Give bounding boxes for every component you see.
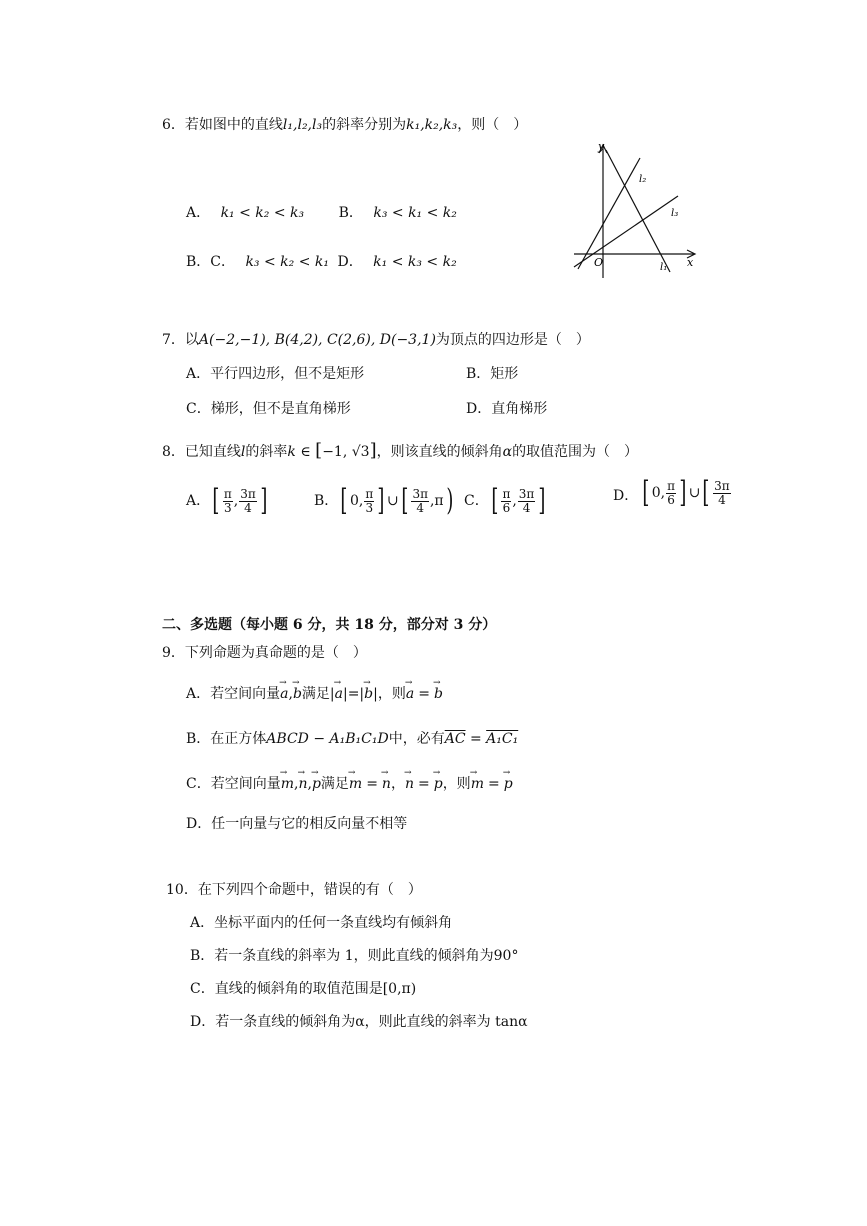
q9-c-pre: C．若空间向量 [186,776,281,792]
q8-in: ∈ [295,444,316,460]
frac-num: π [667,478,675,493]
line-l2 [578,158,640,269]
vector-n: → n [298,774,307,794]
equals: = [417,776,430,792]
q8-stem-mid2: ，则该直线的倾斜角 [376,444,503,460]
q8-option-a: A．[ $\frac{\pi}{3}$ , $\frac{3\pi}{4}$ ] [186,483,268,518]
q8-l: l [240,444,246,460]
frac-num: 3π [714,478,730,493]
vector-p: → p [312,774,321,794]
q7-stem-end: 为顶点的四边形是（ ） [435,332,590,348]
equals: = [418,686,430,702]
q8-option-c-label: C． [464,493,489,509]
q7-option-c: C．梯形，但不是直角梯形 [186,401,351,417]
comma: , [512,493,517,509]
q10-option-a: A．坐标平面内的任何一条直线均有倾斜角 [190,915,453,931]
frac-num: π [502,486,511,501]
frac-den: 3 [223,500,232,515]
q6-option-c: k₃ < k₂ < k₁ [245,254,330,270]
q8-alpha: α [502,444,513,460]
vector-a: → a [335,684,343,704]
union: ∪ [688,485,701,501]
q9-a-mid3: |，则 [373,686,406,702]
vector-m: → m [471,774,484,794]
q8-stem-text: 8．已知直线 [162,444,241,460]
q9-c-then: ，则 [442,776,471,792]
vector-a: → a [406,684,414,704]
q9-b-mid: 中，必有 [388,731,445,747]
frac-den: 4 [718,492,726,507]
q8-stem-mid1: 的斜率 [245,444,288,460]
q8-option-d: [ 0, $\frac{\pi}{6}$ ] ∪[ $\frac{3\pi}{4}$ [642,475,730,510]
q8-stem: 8．已知直线l的斜率k ∈ [−1, √3]，则该直线的倾斜角α的取值范围为（ ） [162,440,639,461]
x-axis-label: x [687,256,694,269]
q10-c-range: [0,π) [382,981,417,997]
vector-b: → b [434,684,443,704]
q6-options-row2 [186,252,457,272]
q6-option-a-label: A． [186,205,211,221]
q6-lines: l₁,l₂,l₃ [282,117,323,133]
l2-label: l₂ [639,174,647,185]
q6-stem-text: 6．若如图中的直线 [162,117,283,133]
q6-option-b-label: B． [338,205,363,221]
q10-stem: 10．在下列四个命题中，错误的有（ ） [166,882,422,898]
q7-option-d: D．直角梯形 [466,401,548,417]
frac-num: π [365,486,374,501]
q9-b-pre: B．在正方体 [186,731,267,747]
q7-stem [162,330,590,350]
q8-option-d-label: D． [613,488,639,504]
q10-option-d: D．若一条直线的倾斜角为α，则此直线的斜率为 tanα [190,1014,528,1030]
frac-den: 3 [365,500,374,515]
q8-option-b: B．[ 0, $\frac{\pi}{3}$ ] ∪[ $\frac{3\pi}{4}$ ,π) [314,483,453,518]
q9-option-b [186,729,518,749]
frac-den: 4 [244,500,252,515]
q9-c-mid: 满足 [320,776,349,792]
section-2-heading: 二、多选题（每小题 6 分，共 18 分，部分对 3 分） [162,617,497,633]
frac-den: 6 [667,492,675,507]
q6-option-c-label: B．C． [186,254,235,270]
frac-den: 6 [502,500,511,515]
vector-a1c1: A₁C₁ [486,731,519,747]
q7-option-b: B．矩形 [466,366,519,382]
q7-points: A(−2,−1), B(4,2), C(2,6), D(−3,1) [198,332,436,348]
vector-p: → p [504,774,513,794]
vector-m: → m [349,774,362,794]
q9-a-mid2: |=| [342,686,365,702]
q6-graph [568,138,700,280]
q6-option-a: k₁ < k₂ < k₃ [220,205,305,221]
q8-k: k [287,444,296,460]
vector-n: → n [405,774,414,794]
vector-p: → p [434,774,443,794]
comma-pi: ,π [429,493,444,509]
zero: 0, [651,485,666,501]
q6-slopes: k₁,k₂,k₃ [406,117,458,133]
q9-stem: 9．下列命题为真命题的是（ ） [162,645,367,661]
q6-option-d: k₁ < k₃ < k₂ [373,254,457,270]
equals: = [465,731,487,747]
q8-option-c: C．[ $\frac{\pi}{6}$ , $\frac{3\pi}{4}$ ] [464,483,546,518]
l3-label: l₃ [671,208,679,219]
q9-b-cube: ABCD − A₁B₁C₁D [266,731,389,747]
equals: = [366,776,378,792]
frac-num: 3π [240,486,256,501]
q8-option-b-label: B． [314,493,339,509]
frac-num: 3π [412,486,428,501]
vector-b: → b [364,684,373,704]
frac-num: 3π [518,486,535,501]
q9-option-c: C．若空间向量→ m,→ n,→ p满足→ m = → n，→ n = → p，则→ m = → p [186,774,513,794]
q6-option-b: k₃ < k₁ < k₂ [373,205,457,221]
q8-option-a-label: A． [186,493,211,509]
q6-stem-mid: 的斜率分别为 [322,117,407,133]
vector-n: → n [382,774,391,794]
equals: = [487,776,500,792]
q9-a-mid: 满足| [301,686,335,702]
sep: ， [390,776,405,792]
comma: , [233,493,239,509]
vector-a: → a [280,684,288,704]
q9-a-pre: A．若空间向量 [186,686,281,702]
q6-options-row1 [186,203,457,223]
q8-stem-end: 的取值范围为（ ） [512,444,639,460]
q9-option-d: D．任一向量与它的相反向量不相等 [186,816,408,832]
q8-interval: −1, √3 [322,444,370,460]
q10-option-c [190,979,416,999]
frac-num: π [223,486,232,501]
vector-b: → b [293,684,302,704]
vector-m: → m [281,774,294,794]
q10-option-b: B．若一条直线的斜率为 1，则此直线的倾斜角为90° [190,948,519,964]
q9-option-a: A．若空间向量→ a,→ b满足|→ a|=|→ b|，则→ a = → b [186,684,443,704]
vector-ac: $\overline{AC}$ [444,731,466,747]
q7-option-a: A．平行四边形，但不是矩形 [186,366,365,382]
origin-label: O [594,256,604,269]
q10-c-pre: C．直线的倾斜角的取值范围是 [190,981,383,997]
q7-stem-text: 7．以 [162,332,199,348]
q6-option-d-label: D． [337,254,363,270]
q6-stem [162,115,527,135]
frac-den: 4 [522,500,531,515]
union: ∪ [386,493,399,509]
frac-den: 4 [416,500,425,515]
l1-label: l₁ [660,262,668,273]
q6-stem-end: ，则（ ） [457,117,528,133]
zero: 0, [350,493,364,509]
y-axis-label: y [598,140,605,153]
